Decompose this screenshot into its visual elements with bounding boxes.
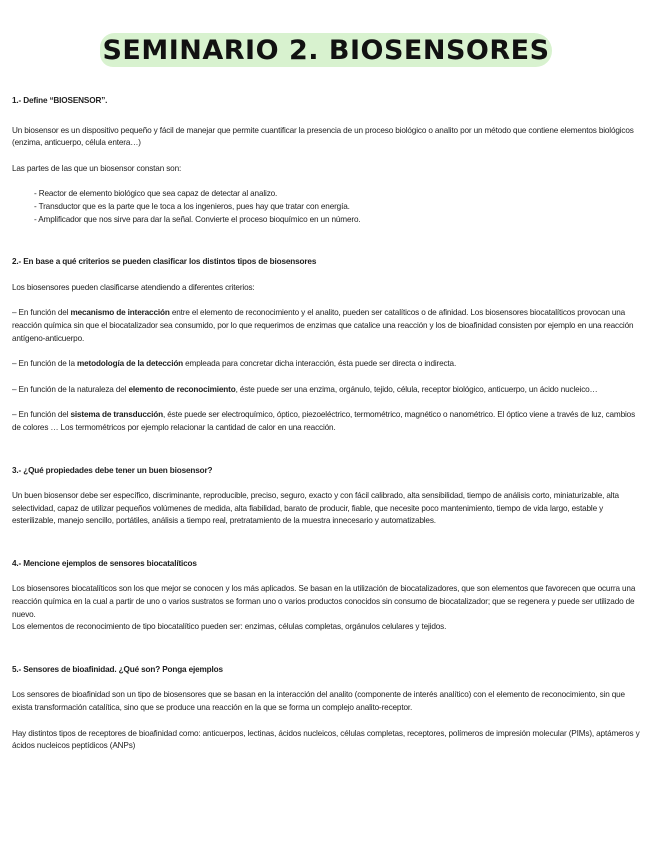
question-3: 3.- ¿Qué propiedades debe tener un buen biosensor?: [12, 465, 213, 475]
document-body: [12, 95, 642, 753]
criterion-text: entre el elemento de reconocimiento y el analito, pueden ser catalíticos o de afinidad. Los biosensores biocatalíticos provocan una reacción química sin que el biocatalizador sea consumido, por lo que requerimos de enzimas que catalice una reacción y los de bioafinidad consisten por ejemplo en una reacción antígeno-anticuerpo.: [12, 308, 634, 343]
s5-paragraph-1: Los sensores de bioafinidad son un tipo de biosensores que se basan en la interacción del analito (componente de interés analítico) con el elemento de reconocimiento, sin que exista transformación catalítica, sino que se produce una reacción en la que se forma un complejo analito-receptor.: [12, 690, 625, 713]
criterion-keyword: metodología de la detección: [76, 359, 184, 369]
biosensor-parts-list: [12, 188, 642, 226]
page-title: SEMINARIO 2. BIOSENSORES: [102, 35, 550, 66]
list-item: - Amplificador que nos sirve para dar la señal. Convierte el proceso bioquímico en un número.: [34, 214, 642, 227]
criterion-text: – En función de la naturaleza del: [12, 384, 129, 394]
s1-paragraph-1: Un biosensor es un dispositivo pequeño y fácil de manejar que permite cuantificar la presencia de un proceso biológico o analito por un método que contiene elementos biológicos (enzima, anticuerpo, célula entera…): [12, 125, 634, 148]
list-item: - Reactor de elemento biológico que sea capaz de detectar al analizo.: [34, 188, 642, 201]
criterion-text: empleada para concretar dicha interacción, ésta puede ser directa o indirecta.: [183, 359, 457, 369]
criterion-keyword: mecanismo de interacción: [70, 308, 170, 318]
s2-intro: Los biosensores pueden clasificarse atendiendo a diferentes criterios:: [12, 282, 255, 292]
question-4: 4.- Mencione ejemplos de sensores biocatalíticos: [12, 558, 197, 568]
criterion-text: – En función del: [12, 410, 71, 420]
criterion-text: – En función de la: [12, 359, 77, 369]
s4-paragraph-2: Los elementos de reconocimiento de tipo biocatalítico pueden ser: enzimas, células completas, orgánulos celulares y tejidos.: [12, 622, 447, 632]
question-2: 2.- En base a qué criterios se pueden clasificar los distintos tipos de biosensores: [12, 257, 317, 267]
criterion-keyword: sistema de transducción: [70, 410, 164, 420]
s2-criterion-2: [12, 358, 642, 371]
s3-paragraph-1: Un buen biosensor debe ser específico, discriminante, reproducible, preciso, seguro, exacto y con fácil calibrado, alta sensibilidad, tiempo de análisis corto, miniaturizable, alta selectividad, capaz de utilizar pequeños volúmenes de medida, alta fiabilidad, barato de producir, fiable, que necesite poco mantenimiento, tiempo de vida largo, estable y esterilizable, manejo sencillo, portátiles, análisis a tiempo real, pretratamiento de la muestra innecesario y automatizables.: [12, 491, 619, 526]
criterion-text: – En función del: [12, 308, 71, 318]
list-item: - Transductor que es la parte que le toca a los ingenieros, pues hay que tratar con energía.: [34, 201, 642, 214]
s2-criterion-4: [12, 409, 642, 434]
title-block: [100, 31, 552, 71]
criterion-text: , éste puede ser electroquímico, óptico, piezoeléctrico, termométrico, magnético o nanométrico. El óptico viene a través de luz, cambios de colores … Los termométricos por ejemplo relacionar la cantidad de calor en una reacción.: [12, 410, 636, 432]
s2-criterion-1: [12, 307, 642, 345]
s4-paragraph-1: Los biosensores biocatalíticos son los que mejor se conocen y los más aplicados. Se basan en la utilización de biocatalizadores, que son elementos que favorecen que ocurra una reacción química en la cual a partir de uno o varios sustratos se forman uno o varios productos conocidos sin consumo de biocatalizador; que se regenera y puede ser utilizado de nuevo.: [12, 584, 636, 619]
s2-criterion-3: [12, 384, 642, 397]
s1-paragraph-2: Las partes de las que un biosensor constan son:: [12, 163, 182, 173]
s5-paragraph-2: Hay distintos tipos de receptores de bioafinidad como: anticuerpos, lectinas, ácidos nucleicos, células completas, receptores, polímeros de impresión molecular (PIMs), aptámeros y ácidos nucleicos peptídicos (ANPs): [12, 728, 640, 751]
criterion-text: , éste puede ser una enzima, orgánulo, tejido, célula, receptor biológico, anticuerpo, un ácido nucleico…: [235, 384, 598, 394]
question-5: 5.- Sensores de bioafinidad. ¿Qué son? Ponga ejemplos: [12, 664, 223, 674]
question-1: 1.- Define “BIOSENSOR”.: [12, 96, 108, 105]
criterion-keyword: elemento de reconocimiento: [128, 384, 236, 394]
